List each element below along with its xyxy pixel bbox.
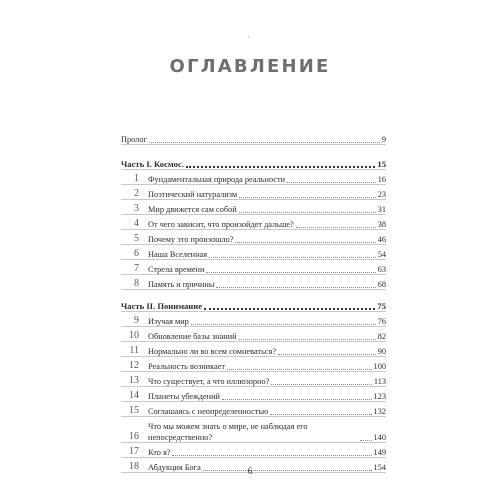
- chapter-page: 113: [373, 377, 386, 386]
- chapter-number: 9: [134, 315, 139, 326]
- chapter-title: Поэтический натурализм: [148, 190, 238, 199]
- chapter-page: 16: [377, 175, 386, 184]
- dot-leader: [206, 272, 375, 273]
- chapter-page: 82: [377, 332, 386, 341]
- chapter-number: 11: [129, 345, 139, 356]
- chapter-title: Память и причины: [148, 280, 215, 289]
- dot-leader: [149, 142, 380, 143]
- toc-chapter-row[interactable]: [121, 260, 386, 275]
- chapter-title: Наша Вселенная: [148, 250, 208, 259]
- chapter-title: Абдукция Бога: [148, 463, 201, 472]
- chapter-page: 63: [377, 265, 386, 274]
- dot-leader: [209, 257, 376, 258]
- toc-chapter-row[interactable]: [121, 387, 386, 402]
- dot-leader: [235, 242, 375, 243]
- chapter-title: Изучая мир: [148, 317, 189, 326]
- toc-prologue[interactable]: [121, 129, 386, 145]
- toc-chapter-row[interactable]: [121, 402, 386, 417]
- chapter-title: Что существует, а что иллюзорно?: [148, 377, 270, 386]
- dot-leader: [239, 339, 376, 340]
- top-mark: ·: [247, 33, 250, 42]
- dot-leader: [287, 182, 376, 183]
- dot-leader: [227, 369, 372, 370]
- dot-leader: [278, 354, 376, 355]
- chapter-number: 18: [129, 461, 139, 472]
- dot-leader: [191, 324, 376, 325]
- chapter-number: 4: [134, 218, 139, 229]
- chapter-number: 7: [134, 263, 139, 274]
- toc-chapter-row[interactable]: [121, 357, 386, 372]
- toc-part-1[interactable]: [121, 153, 386, 170]
- chapter-title: Обновление базы знаний: [148, 332, 237, 341]
- dot-leader: [239, 197, 376, 198]
- toc-chapter-row[interactable]: [121, 312, 386, 327]
- dot-leader: [270, 414, 371, 415]
- chapter-number: 10: [129, 330, 139, 341]
- dot-leader: [296, 227, 376, 228]
- toc-chapter-row[interactable]: [121, 215, 386, 230]
- toc-chapter-row[interactable]: [121, 342, 386, 357]
- chapter-title: Мир движется сам собой: [148, 205, 237, 214]
- chapter-number: 12: [129, 360, 139, 371]
- toc-chapter-row[interactable]: [121, 230, 386, 245]
- chapter-title: Что мы можем знать о мире, не наблюдая его непосредственно?: [148, 422, 308, 442]
- chapter-title: Соглашаясь с неопределенностью: [148, 407, 269, 416]
- toc-chapter-row[interactable]: [121, 417, 386, 443]
- row-divider: [121, 289, 386, 290]
- chapter-number: 6: [134, 248, 139, 259]
- chapter-number: 17: [129, 446, 139, 457]
- toc-chapter-row[interactable]: [121, 275, 386, 290]
- toc-part-2[interactable]: [121, 295, 386, 312]
- part-2-title: Часть II. Понимание: [121, 301, 203, 311]
- dot-leader: [204, 308, 375, 310]
- toc-chapter-row[interactable]: [121, 170, 386, 185]
- page-title: ОГЛАВЛЕНИЕ: [169, 56, 331, 77]
- spacer: [121, 145, 386, 153]
- toc-chapter-row[interactable]: [121, 200, 386, 215]
- chapter-number: 1: [134, 173, 139, 184]
- chapter-number: 13: [129, 375, 139, 386]
- part-2-page: 75: [377, 301, 386, 311]
- dot-leader: [239, 212, 376, 213]
- toc-chapter-row[interactable]: [121, 327, 386, 342]
- chapter-page: 123: [373, 392, 386, 401]
- toc-chapter-row[interactable]: [121, 245, 386, 260]
- part-1-chapter-list: [121, 170, 386, 290]
- chapter-title: Кто я?: [148, 448, 171, 457]
- chapter-page: 149: [373, 448, 386, 457]
- dot-leader: [172, 455, 371, 456]
- part-1-page: 15: [377, 159, 386, 169]
- chapter-page: 100: [373, 362, 386, 371]
- dot-leader: [216, 287, 375, 288]
- table-of-contents: [121, 129, 386, 473]
- dot-leader: [360, 440, 372, 441]
- chapter-page: 90: [377, 347, 386, 356]
- chapter-page: 38: [377, 220, 386, 229]
- toc-prologue-title: Пролог: [121, 135, 147, 144]
- chapter-page: 140: [373, 433, 386, 442]
- chapter-page: 46: [377, 235, 386, 244]
- chapter-number: 3: [134, 203, 139, 214]
- chapter-page: 31: [377, 205, 386, 214]
- chapter-title: От чего зависит, что произойдет дальше?: [148, 220, 294, 229]
- dot-leader: [271, 384, 372, 385]
- chapter-page: 76: [377, 317, 386, 326]
- chapter-number: 15: [129, 405, 139, 416]
- chapter-number: 2: [134, 188, 139, 199]
- chapter-number: 5: [134, 233, 139, 244]
- dot-leader: [186, 166, 376, 168]
- chapter-title: Планеты убеждений: [148, 392, 221, 401]
- chapter-title: Стрела времени: [148, 265, 205, 274]
- chapter-page: 68: [377, 280, 386, 289]
- chapter-number: 8: [134, 278, 139, 289]
- toc-chapter-row[interactable]: [121, 185, 386, 200]
- dot-leader: [222, 399, 372, 400]
- chapter-title: Реальность возникает: [148, 362, 225, 371]
- chapter-title: Почему это произошло?: [148, 235, 234, 244]
- part-2-chapter-list: [121, 312, 386, 473]
- page-number: 6: [247, 466, 253, 476]
- chapter-title: Фундаментальная природа реальности: [148, 175, 286, 184]
- chapter-number: 16: [129, 431, 139, 442]
- toc-chapter-row[interactable]: [121, 443, 386, 458]
- row-divider: [121, 144, 386, 145]
- part-1-title: Часть I. Космос.: [121, 159, 184, 169]
- chapter-page: 154: [373, 463, 386, 472]
- chapter-title: Нормально ли во всем сомневаться?: [148, 347, 277, 356]
- toc-chapter-row[interactable]: [121, 372, 386, 387]
- chapter-page: 132: [373, 407, 386, 416]
- toc-prologue-page: 9: [381, 135, 386, 144]
- chapter-number: 14: [129, 390, 139, 401]
- chapter-page: 54: [377, 250, 386, 259]
- chapter-page: 23: [377, 190, 386, 199]
